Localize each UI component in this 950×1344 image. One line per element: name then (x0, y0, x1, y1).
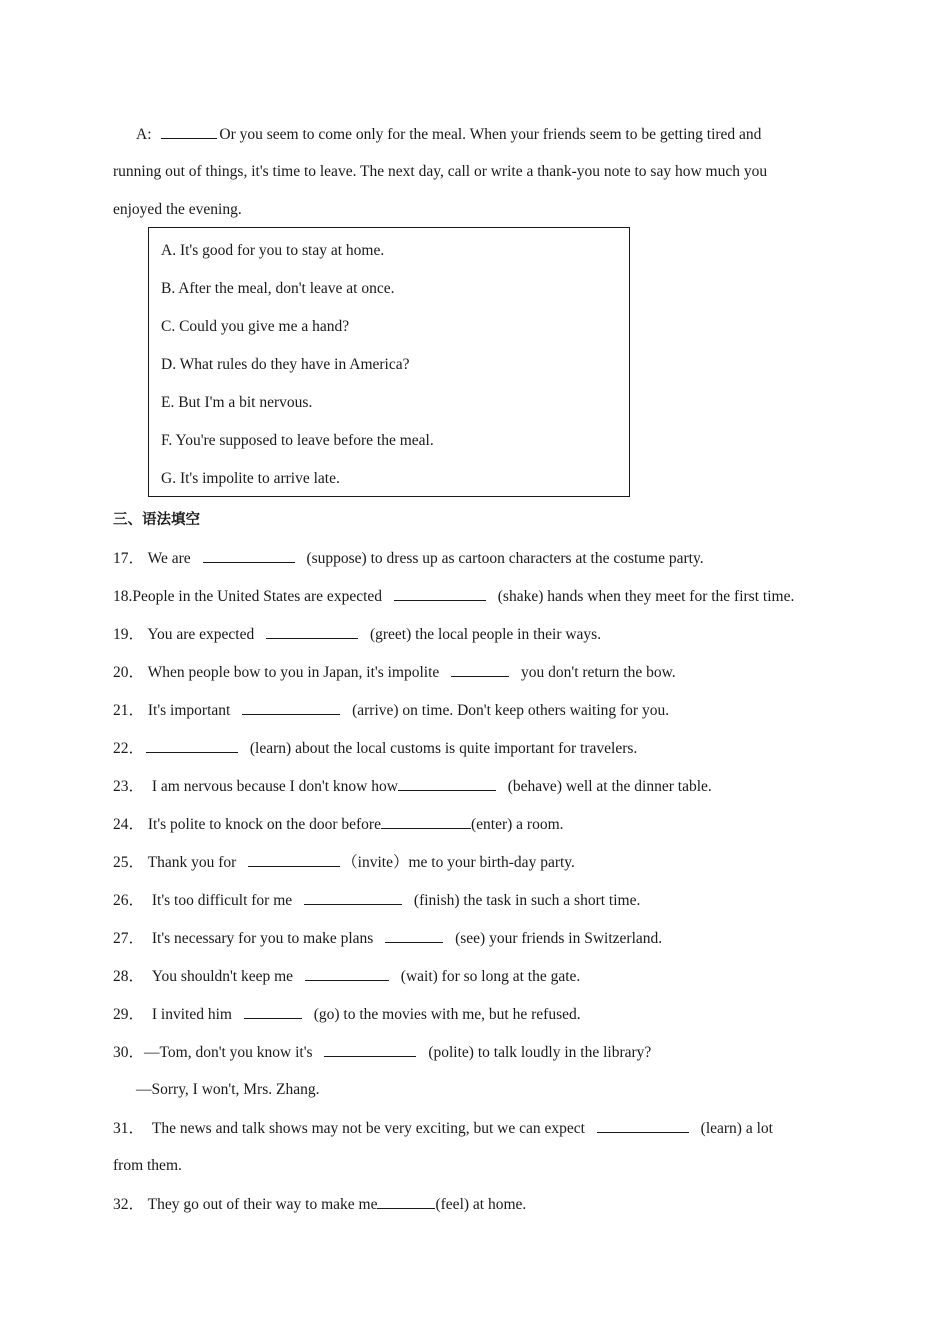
question-hint: (enter) a room. (470, 816, 564, 833)
question-number: 26． (113, 892, 145, 909)
question-number: 18. (113, 588, 133, 605)
question-number: 32． (113, 1196, 145, 1213)
question-18 (113, 586, 794, 607)
question-number: 22． (113, 740, 145, 757)
question-number: 31． (113, 1120, 145, 1137)
question-number: 23． (113, 778, 145, 795)
answer-blank[interactable] (381, 814, 471, 829)
question-text: It's important (147, 702, 231, 719)
question-23 (113, 776, 712, 797)
question-27 (113, 928, 662, 949)
question-32 (113, 1194, 526, 1215)
option-b: B. After the meal, don't leave at once. (161, 280, 395, 297)
question-30 (113, 1042, 651, 1063)
question-text: It's too difficult for me (151, 892, 293, 909)
question-number: 25． (113, 854, 145, 871)
question-31-continued: from them. (113, 1157, 182, 1174)
question-hint: (arrive) on time. Don't keep others waiting for you. (352, 702, 670, 719)
question-26 (113, 890, 640, 911)
question-29 (113, 1004, 581, 1025)
section-title: 三、语法填空 (113, 512, 200, 528)
options-box (148, 227, 630, 497)
answer-blank[interactable] (451, 662, 509, 677)
question-31 (113, 1118, 773, 1139)
question-hint: （invite）me to your birth-day party. (342, 854, 575, 871)
answer-blank[interactable] (597, 1118, 689, 1133)
question-28 (113, 966, 580, 987)
answer-blank[interactable] (161, 124, 217, 139)
question-number: 21． (113, 702, 145, 719)
question-hint: (go) to the movies with me, but he refused. (313, 1006, 581, 1023)
question-text: Thank you for (147, 854, 237, 871)
answer-blank[interactable] (248, 852, 340, 867)
question-20 (113, 662, 676, 683)
question-text: People in the United States are expected (132, 588, 383, 605)
question-19 (113, 624, 601, 645)
question-hint: (learn) a lot (700, 1120, 773, 1137)
answer-blank[interactable] (203, 548, 295, 563)
question-text: You are expected (147, 626, 255, 643)
question-hint: (wait) for so long at the gate. (400, 968, 581, 985)
option-d: D. What rules do they have in America? (161, 356, 410, 373)
question-17 (113, 548, 704, 569)
question-hint: (greet) the local people in their ways. (369, 626, 602, 643)
question-number: 17． (113, 550, 145, 567)
question-hint: (behave) well at the dinner table. (507, 778, 712, 795)
question-text: It's necessary for you to make plans (151, 930, 374, 947)
question-number: 28． (113, 968, 145, 985)
answer-blank[interactable] (377, 1194, 435, 1209)
option-g: G. It's impolite to arrive late. (161, 470, 340, 487)
question-21 (113, 700, 669, 721)
question-hint: (see) your friends in Switzerland. (455, 930, 663, 947)
question-text: The news and talk shows may not be very exciting, but we can expect (151, 1120, 585, 1137)
question-hint: (shake) hands when they meet for the first time. (497, 588, 795, 605)
option-c: C. Could you give me a hand? (161, 318, 350, 335)
question-hint: you don't return the bow. (521, 664, 676, 681)
question-number: 30． (113, 1044, 145, 1061)
answer-blank[interactable] (398, 776, 496, 791)
question-text: We are (147, 550, 191, 567)
option-a: A. It's good for you to stay at home. (161, 242, 385, 259)
answer-blank[interactable] (324, 1042, 416, 1057)
question-number: 27． (113, 930, 145, 947)
question-30-reply: —Sorry, I won't, Mrs. Zhang. (136, 1081, 320, 1098)
question-hint: (suppose) to dress up as cartoon characters at the costume party. (306, 550, 704, 567)
question-number: 29． (113, 1006, 145, 1023)
question-25 (113, 852, 575, 873)
passage-line-3: enjoyed the evening. (113, 201, 242, 218)
passage-text: Or you seem to come only for the meal. When your friends seem to be getting tired and (219, 126, 762, 143)
answer-blank[interactable] (244, 1004, 302, 1019)
question-text: You shouldn't keep me (151, 968, 294, 985)
question-text: It's polite to knock on the door before (147, 816, 381, 833)
question-number: 24． (113, 816, 145, 833)
question-hint: (polite) to talk loudly in the library? (428, 1044, 652, 1061)
answer-blank[interactable] (385, 928, 443, 943)
answer-blank[interactable] (304, 890, 402, 905)
question-text: They go out of their way to make me (147, 1196, 378, 1213)
option-f: F. You're supposed to leave before the meal. (161, 432, 434, 449)
question-text: I invited him (151, 1006, 232, 1023)
question-text: —Tom, don't you know it's (144, 1044, 313, 1061)
question-24 (113, 814, 564, 835)
option-e: E. But I'm a bit nervous. (161, 394, 313, 411)
passage-line-2: running out of things, it's time to leave. The next day, call or write a thank-you note to say how much you (113, 163, 768, 180)
question-hint: (feel) at home. (435, 1196, 527, 1213)
question-22 (113, 738, 637, 759)
speaker-label: A: (136, 126, 152, 143)
passage-line-1 (136, 124, 761, 145)
question-text: I am nervous because I don't know how (151, 778, 398, 795)
question-hint: (learn) about the local customs is quite important for travelers. (249, 740, 638, 757)
answer-blank[interactable] (242, 700, 340, 715)
answer-blank[interactable] (266, 624, 358, 639)
answer-blank[interactable] (394, 586, 486, 601)
answer-blank[interactable] (305, 966, 389, 981)
question-number: 19． (113, 626, 145, 643)
question-number: 20． (113, 664, 145, 681)
question-text: When people bow to you in Japan, it's impolite (147, 664, 440, 681)
answer-blank[interactable] (146, 738, 238, 753)
question-hint: (finish) the task in such a short time. (413, 892, 641, 909)
